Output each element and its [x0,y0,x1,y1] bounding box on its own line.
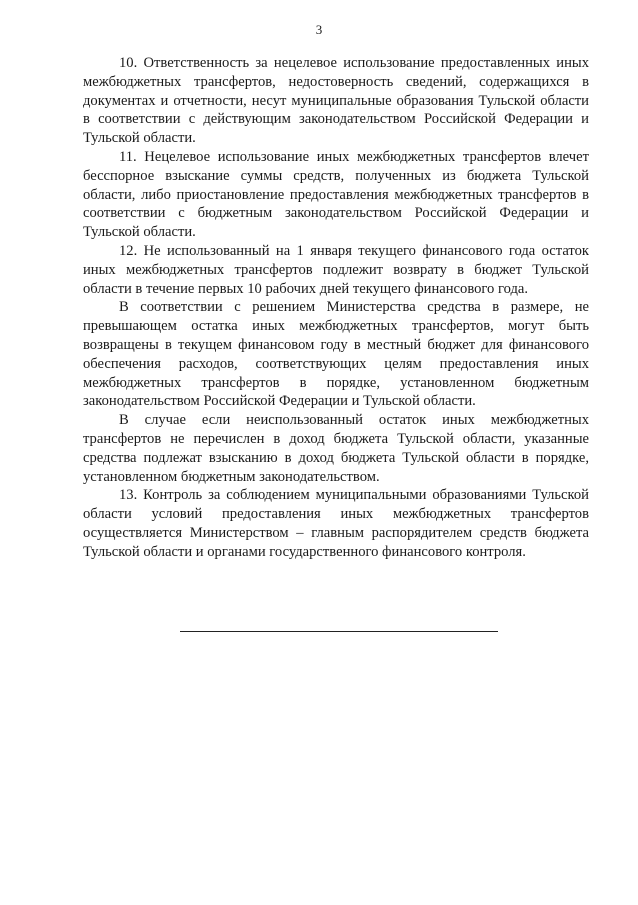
paragraph-ministry-decision: В соответствии с решением Министерства средства в размере, не превышающем остатка иных межбюджетных трансфертов, могут быть возвращены в текущем финансовом году в местный бюджет для финансового обеспечения расходов, соответствующих целям предоставления иных межбюджетных трансфертов в порядке, установленном бюджетным законодательством Российской Федерации и Тульской области. [83,299,589,410]
paragraph-12-unused-balance: 12. Не использованный на 1 января текущего финансового года остаток иных межбюджетных трансфертов подлежит возврату в бюджет Тульской области в течение первых 10 рабочих дней текущего финансового года. [83,242,589,297]
paragraph-recovery: В случае если неиспользованный остаток иных межбюджетных трансфертов не перечислен в доход бюджета Тульской области, указанные средства подлежат взысканию в доход бюджета Тульской области в порядке, установленном бюджетным законодательством. [83,412,589,485]
document-body [83,54,589,562]
end-of-document-rule [180,631,498,632]
paragraph-10-responsibility: 10. Ответственность за нецелевое использование предоставленных иных межбюджетных трансфертов, недостоверность сведений, содержащихся в документах и отчетности, несут муниципальные образования Тульской области в соответствии с действующим законодательством Российской Федерации и Тульской области. [83,55,589,147]
page-number: 3 [315,22,323,37]
paragraph-13-control: 13. Контроль за соблюдением муниципальными образованиями Тульской области условий предоставления иных межбюджетных трансфертов осуществляется Министерством – главным распорядителем средств бюджета Тульской области и органами государственного финансового контроля. [83,487,589,560]
paragraph-11-misuse: 11. Нецелевое использование иных межбюджетных трансфертов влечет бесспорное взыскание суммы средств, полученных из бюджета Тульской области, либо приостановление предоставления межбюджетных трансфертов в соответствии с бюджетным законодательством Российской Федерации и Тульской области. [83,148,589,241]
